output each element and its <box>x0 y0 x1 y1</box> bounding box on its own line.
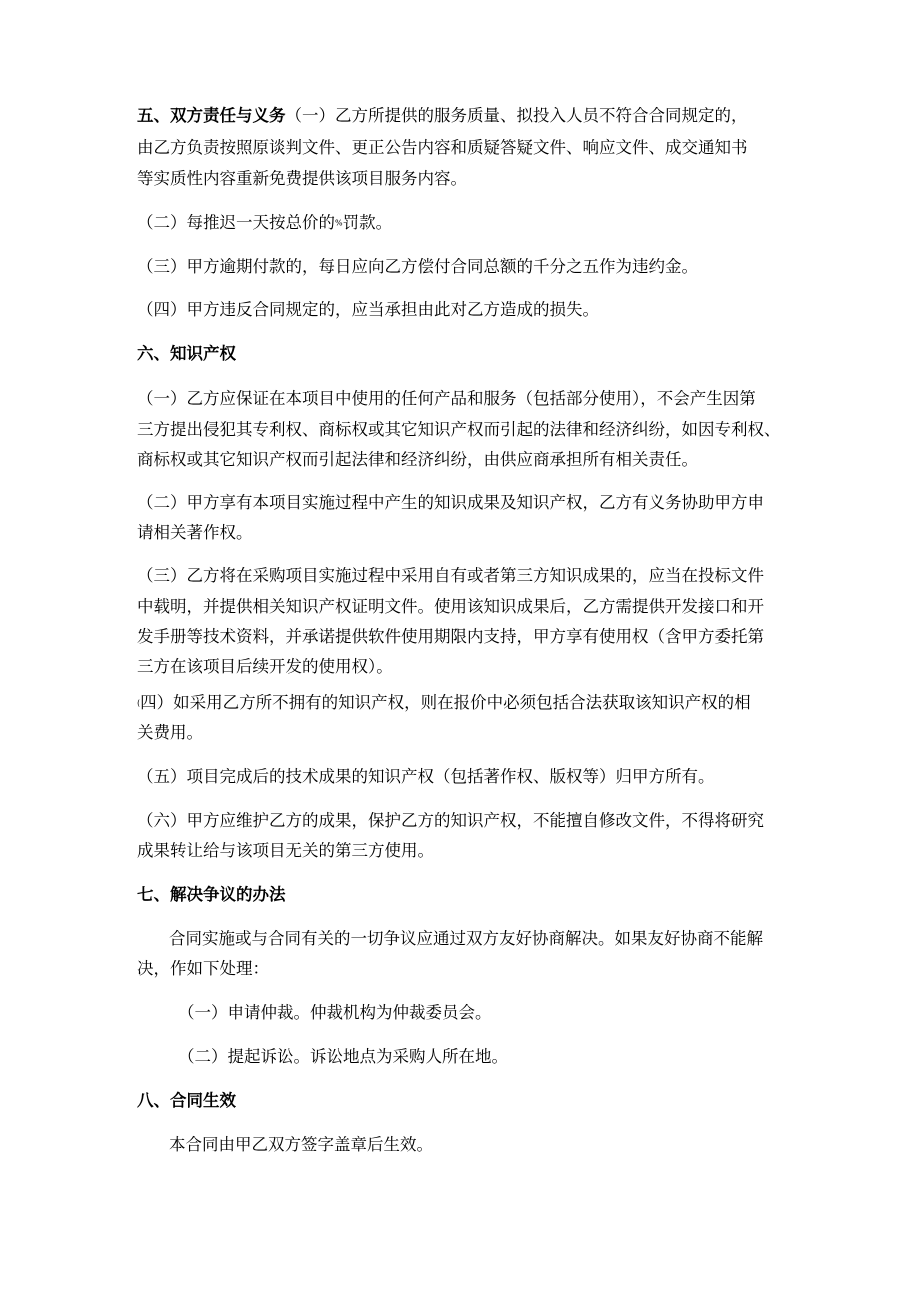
section6-p1-line1: （一）乙方应保证在本项目中使用的任何产品和服务（包括部分使用），不会产生因第 <box>137 389 756 408</box>
section5-p1-line1: （一）乙方所提供的服务质量、拟投入人员不符合合同规定的， <box>285 106 748 125</box>
section6-p2-line1: （二）甲方享有本项目实施过程中产生的知识成果及知识产权，乙方有义务协助甲方申 <box>137 493 764 512</box>
section6-p3-line1: （三）乙方将在采购项目实施过程中采用自有或者第三方知识成果的，应当在投标文件 <box>137 566 764 585</box>
section6-p3-line3: 发手册等技术资料，并承诺提供软件使用期限内支持，甲方享有使用权（含甲方委托第 <box>137 627 764 646</box>
section7-item2: （二）提起诉讼。诉讼地点为采购人所在地。 <box>178 1047 508 1066</box>
section6-p3-line4: 三方在该项目后续开发的使用权）。 <box>137 657 393 676</box>
section5-heading: 五、双方责任与义务 <box>137 106 286 125</box>
section6-p5: （五）项目完成后的技术成果的知识产权（包括著作权、版权等）归甲方所有。 <box>137 767 715 786</box>
section6-heading: 六、知识产权 <box>137 344 236 363</box>
section6-p4-line1-text: 四）如采用乙方所不拥有的知识产权，则在报价中必须包括合法获取该知识产权的相 <box>140 693 751 712</box>
section5-p2-after: 罚款。 <box>342 213 393 232</box>
section5-p4: （四）甲方违反合同规定的，应当承担由此对乙方造成的损失。 <box>137 300 599 319</box>
section8-heading: 八、合同生效 <box>137 1091 236 1110</box>
section5-p2-before: （二）每推迟一天按总价的 <box>137 213 335 232</box>
section8-p1: 本合同由甲乙双方签字盖章后生效。 <box>169 1135 433 1154</box>
section6-p2-line2: 请相关著作权。 <box>137 523 253 542</box>
section6-p6-line2: 成果转让给与该项目无关的第三方使用。 <box>137 841 434 860</box>
section7-p1-line1: 合同实施或与合同有关的一切争议应通过双方友好协商解决。如果友好协商不能解 <box>169 929 763 948</box>
section6-p3-line2: 中载明，并提供相关知识产权证明文件。使用该知识成果后，乙方需提供开发接口和开 <box>137 597 764 616</box>
section6-p6-line1: （六）甲方应维护乙方的成果，保护乙方的知识产权，不能擅自修改文件，不得将研究 <box>137 811 764 830</box>
section5-p3: （三）甲方逾期付款的，每日应向乙方偿付合同总额的千分之五作为违约金。 <box>137 257 698 276</box>
section7-item1: （一）申请仲裁。仲裁机构为仲裁委员会。 <box>178 1003 492 1022</box>
section7-heading: 七、解决争议的办法 <box>137 885 286 904</box>
section6-p1-line3: 商标权或其它知识产权而引起法律和经济纠纷，由供应商承担所有相关责任。 <box>137 450 698 469</box>
section6-p4-line2: 关费用。 <box>137 723 203 742</box>
section6-p1-line2: 三方提出侵犯其专利权、商标权或其它知识产权而引起的法律和经济纠纷，如因专利权、 <box>137 420 781 439</box>
section5-p2 <box>137 213 392 234</box>
section5-first-line <box>137 106 748 126</box>
section5-p2-mark: % <box>335 218 343 228</box>
section5-p1-line3: 等实质性内容重新免费提供该项目服务内容。 <box>137 169 467 188</box>
section5-p1-line2: 由乙方负责按照原谈判文件、更正公告内容和质疑答疑文件、响应文件、成交通知书 <box>137 138 748 157</box>
section6-p4-open: ( <box>137 698 141 708</box>
section7-p1-line2: 决，作如下处理： <box>137 959 269 978</box>
section6-p4-line1 <box>137 693 751 714</box>
